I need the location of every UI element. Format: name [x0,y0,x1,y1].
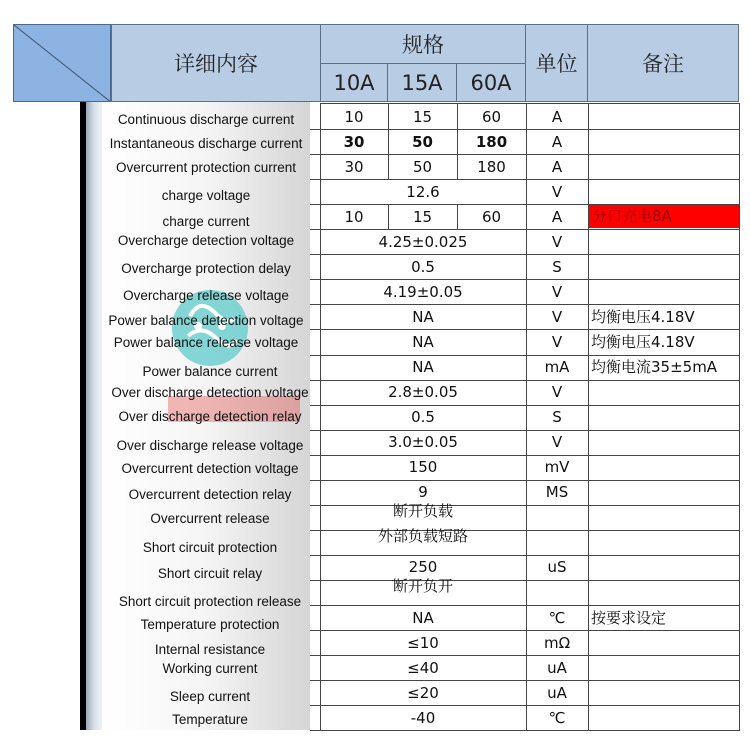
row-divider [310,730,740,731]
value-cell-merged: 4.25±0.025 [378,232,468,251]
unit-cell: A [551,207,563,226]
row-divider [310,129,740,130]
row-divider [310,405,740,406]
row-divider-label [310,129,320,130]
size-column-divider [388,104,389,129]
header-size-15a [387,63,457,102]
left-shadow-strip [80,102,102,730]
row-label: Overcharge protection delay [121,261,291,276]
column-divider [320,103,321,730]
remark-cell: 均衡电压4.18V [591,307,695,326]
row-divider [310,480,740,481]
value-cell-merged: NA [412,332,434,351]
unit-cell: S [552,408,562,427]
row-divider [310,455,740,456]
header-detail [111,24,321,102]
header-remark-label: 备注 [642,52,684,76]
value-cell: 30 [344,157,364,176]
value-cell-merged: 12.6 [406,182,440,201]
row-divider-label [310,705,320,706]
row-label: Overcurrent release [150,511,270,526]
unit-cell: ℃ [548,708,566,727]
remark-cell: 按要求设定 [591,608,667,627]
row-divider [310,329,740,330]
value-cell: 15 [412,107,433,126]
header-size-label: 15A [401,70,443,95]
row-divider-label [310,229,320,230]
table-top-border [320,103,740,104]
row-divider-label [310,279,320,280]
value-cell: 50 [412,157,433,176]
row-divider-label [310,405,320,406]
unit-cell: V [551,383,563,402]
row-label: Sleep current [169,689,251,704]
value-cell-merged: 外部负载短路 [377,527,468,546]
size-column-divider [457,154,458,179]
row-divider-label [310,380,320,381]
value-cell-merged: -40 [410,708,436,727]
row-label: Short circuit relay [157,566,263,581]
header-size-label: 60A [470,70,512,95]
row-label: Short circuit protection [142,540,278,555]
column-divider [739,103,740,730]
value-cell: 60 [481,207,502,226]
value-cell-merged: 0.5 [411,257,435,276]
value-cell-merged: NA [412,608,434,627]
row-divider-label [310,304,320,305]
row-divider-label [310,680,320,681]
row-divider-label [310,655,320,656]
row-divider-label [310,605,320,606]
value-cell-merged: 断开负载 [392,502,453,521]
row-divider-label [310,630,320,631]
row-divider-label [310,505,320,506]
row-divider [310,555,740,556]
row-divider [310,430,740,431]
value-cell-merged: NA [412,358,434,377]
row-label: Short circuit protection release [118,594,302,609]
row-divider-label [310,555,320,556]
row-label: Working current [162,661,258,676]
row-label: Continuous discharge current [117,112,295,127]
value-cell: 15 [412,207,433,226]
unit-cell: V [551,232,563,251]
value-cell-merged: 250 [408,558,438,577]
header-size-60a [456,63,526,102]
row-divider [310,154,740,155]
row-divider-label [310,329,320,330]
row-divider [310,655,740,656]
row-divider [310,680,740,681]
column-divider [588,103,589,730]
value-cell: 10 [344,107,364,126]
row-label: Power balance current [142,364,278,379]
row-label: Overcharge release voltage [123,288,289,303]
row-label: Over discharge detection relay [118,409,302,424]
value-cell-merged: 3.0±0.05 [388,433,458,452]
header-remark [587,24,739,102]
row-divider-label [310,254,320,255]
value-cell: 180 [475,132,508,151]
row-divider-label [310,430,320,431]
value-cell-merged: ≤40 [407,658,439,677]
row-divider [310,304,740,305]
value-cell-merged: ≤20 [407,683,439,702]
remark-cell: 均衡电流35±5mA [591,358,718,377]
unit-cell: V [551,182,563,201]
row-divider-label [310,179,320,180]
unit-cell: A [551,157,563,176]
column-divider [526,103,527,730]
row-divider-label [310,355,320,356]
size-column-divider [388,204,389,229]
row-divider [310,380,740,381]
value-cell: 50 [412,132,433,151]
header-unit-label: 单位 [535,52,578,76]
header-detail-label: 详细内容 [174,52,258,76]
row-divider [310,630,740,631]
row-divider-label [310,455,320,456]
row-label: Power balance detection voltage [108,313,304,328]
value-cell: 180 [477,157,506,176]
row-label: Overcurrent protection current [115,160,297,175]
header-spec [320,24,526,64]
row-label: Power balance release voltage [113,335,299,350]
unit-cell: S [552,257,562,276]
value-cell-merged: 9 [418,483,428,502]
row-divider [310,705,740,706]
row-label: charge current [162,214,250,229]
row-label: Instantaneous discharge current [109,136,303,151]
size-column-divider [457,129,458,154]
row-label: Over discharge detection voltage [111,385,309,400]
value-cell-merged: 0.5 [411,408,435,427]
unit-cell: mΩ [543,633,571,652]
row-divider-label [310,480,320,481]
unit-cell: V [551,433,563,452]
unit-cell: A [551,107,563,126]
unit-cell: V [551,332,563,351]
row-divider [310,355,740,356]
unit-cell: V [551,307,563,326]
unit-cell: mV [544,458,570,477]
row-label: Over discharge release voltage [116,438,304,453]
row-divider [310,605,740,606]
size-column-divider [388,154,389,179]
row-divider-label [310,730,320,731]
unit-cell: A [551,132,563,151]
row-divider-label [310,154,320,155]
unit-cell: ℃ [548,608,566,627]
value-cell-merged: ≤10 [407,633,439,652]
header-size-label: 10A [333,70,375,95]
size-column-divider [388,129,389,154]
row-divider [310,254,740,255]
row-label: charge voltage [161,188,251,203]
corner-diagonal-cell [13,24,111,102]
row-label: Overcurrent detection voltage [121,461,299,476]
size-column-divider [457,104,458,129]
row-label: Temperature [172,712,248,727]
unit-cell: uS [547,558,567,577]
header-size-10a [320,63,388,102]
value-cell-merged: NA [412,307,434,326]
size-column-divider [457,204,458,229]
header-spec-label: 规格 [402,33,444,57]
unit-cell: uA [547,683,567,702]
row-divider-label [310,580,320,581]
value-cell: 10 [344,207,364,226]
shop-watermark-logo [168,286,318,426]
value-cell-merged: 2.8±0.05 [388,383,458,402]
value-cell-merged: 4.19±0.05 [383,282,463,301]
unit-cell: uA [547,658,567,677]
unit-cell: V [551,282,563,301]
diagonal-line-icon [14,25,111,102]
row-divider-label [310,204,320,205]
header-unit [525,24,588,102]
row-divider [310,279,740,280]
remark-cell: 分口充电8A [589,205,739,228]
row-label: Temperature protection [140,617,280,632]
unit-cell: mA [544,358,570,377]
row-divider [310,229,740,230]
row-label: Overcharge detection voltage [117,233,295,248]
row-divider-label [310,530,320,531]
row-label: Overcurrent detection relay [128,487,292,502]
value-cell: 30 [343,132,365,151]
unit-cell: MS [545,483,569,502]
value-cell-merged: 150 [408,458,438,477]
row-divider [310,179,740,180]
row-label: Internal resistance [154,642,266,657]
value-cell-merged: 断开负开 [392,577,453,596]
remark-cell: 均衡电压4.18V [591,332,695,351]
value-cell: 60 [481,107,502,126]
